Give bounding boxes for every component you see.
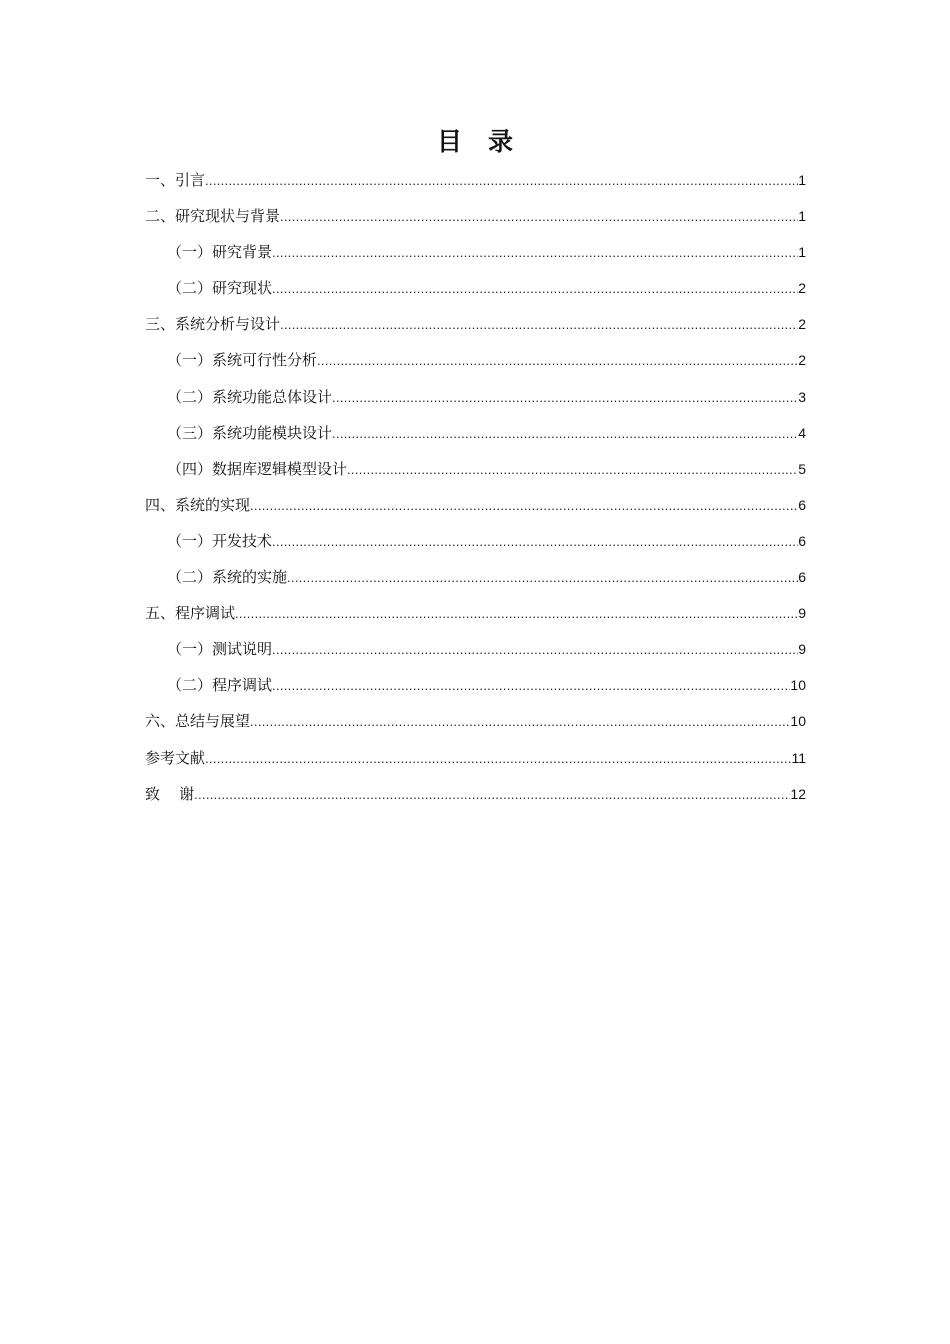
toc-dot-leader [272,524,798,560]
toc-entry-label: （一）系统可行性分析 [167,351,318,370]
toc-dot-leader [347,452,798,488]
toc-entry-page-number: 9 [798,605,806,622]
toc-entry-label: 四、系统的实现 [145,495,251,514]
toc-entry-page-number: 9 [798,641,806,658]
toc-dot-leader [205,741,791,777]
toc-dot-leader [287,560,798,596]
toc-entry-label: （二）研究现状 [167,279,273,298]
toc-entry[interactable] [145,523,806,559]
toc-entry[interactable] [145,198,806,234]
toc-dot-leader [272,632,798,668]
toc-entry[interactable] [145,379,806,415]
toc-entry[interactable] [145,234,806,270]
toc-dot-leader [250,488,798,524]
toc-entry[interactable] [145,451,806,487]
toc-entry-label: 参考文献 [145,748,206,767]
toc-dot-leader [205,163,798,199]
toc-entry[interactable] [145,559,806,595]
toc-entry[interactable] [145,595,806,631]
toc-entry-page-number: 12 [790,785,806,802]
toc-entry-label: 致 谢 [145,784,195,803]
toc-entry-label: （二）系统的实施 [167,568,288,587]
toc-entry[interactable] [145,667,806,703]
toc-dot-leader [272,668,790,704]
toc-title [0,122,950,162]
toc-entry-page-number: 10 [790,677,806,694]
toc-title-char-1: 目 [436,127,462,156]
toc-entry[interactable] [145,342,806,378]
toc-entry-page-number: 1 [798,208,806,225]
toc-entry-label: 六、总结与展望 [145,712,251,731]
toc-entry[interactable] [145,270,806,306]
toc-entry[interactable] [145,631,806,667]
toc-entry-page-number: 1 [798,172,806,188]
toc-entry-page-number: 4 [798,424,806,441]
toc-entry-label: （一）测试说明 [167,640,273,659]
toc-entry-label: 一、引言 [145,171,206,189]
toc-entry[interactable] [145,162,806,198]
toc-dot-leader [317,343,798,379]
toc-entry-page-number: 3 [798,388,806,405]
table-of-contents [145,162,806,812]
toc-entry-page-number: 1 [798,244,806,261]
toc-entry-label: （一）开发技术 [167,531,273,550]
toc-entry-page-number: 6 [798,532,806,549]
toc-entry[interactable] [145,487,806,523]
toc-entry-label: （二）系统功能总体设计 [167,387,333,406]
toc-entry-page-number: 10 [790,713,806,730]
toc-entry[interactable] [145,703,806,739]
toc-dot-leader [250,704,790,740]
toc-entry-label: 五、程序调试 [145,604,236,623]
toc-dot-leader [280,307,798,343]
toc-entry-page-number: 2 [798,316,806,333]
toc-title-char-2: 录 [488,127,514,156]
toc-dot-leader [332,380,798,416]
toc-entry-label: （三）系统功能模块设计 [167,423,333,442]
toc-entry[interactable] [145,776,806,812]
toc-entry-label: （二）程序调试 [167,676,273,695]
toc-dot-leader [194,777,790,813]
toc-entry[interactable] [145,306,806,342]
toc-entry-label: （四）数据库逻辑模型设计 [167,459,348,478]
toc-entry-page-number: 2 [798,352,806,369]
toc-dot-leader [280,199,798,235]
toc-dot-leader [272,271,798,307]
toc-dot-leader [235,596,798,632]
toc-entry-page-number: 6 [798,496,806,513]
toc-entry[interactable] [145,740,806,776]
toc-dot-leader [272,235,798,271]
toc-entry-page-number: 6 [798,569,806,586]
toc-entry[interactable] [145,415,806,451]
toc-entry-page-number: 5 [798,460,806,477]
toc-entry-label: 二、研究现状与背景 [145,207,281,226]
toc-entry-label: 三、系统分析与设计 [145,315,281,334]
toc-entry-label: （一）研究背景 [167,243,273,262]
toc-entry-page-number: 2 [798,280,806,297]
toc-dot-leader [332,416,798,452]
toc-entry-page-number: 11 [791,749,806,766]
